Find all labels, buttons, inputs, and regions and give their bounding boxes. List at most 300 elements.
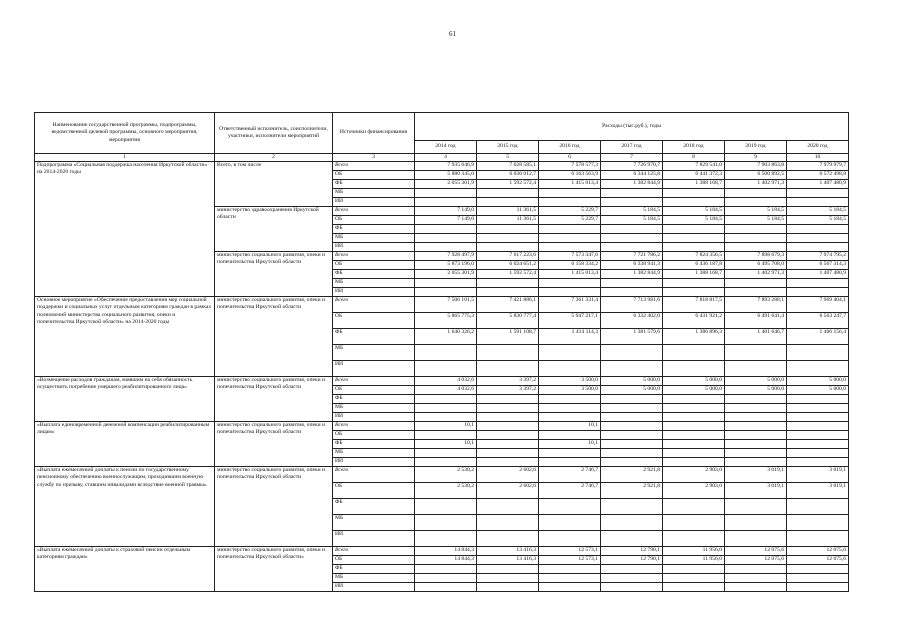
- column-index: 3: [333, 154, 415, 162]
- program-name-cell: «Выплата ежемесячной доплаты к страховой пенсии отдельным категориям граждан»: [35, 547, 215, 592]
- value-cell: [539, 225, 601, 234]
- value-cell: [539, 404, 601, 413]
- value-cell: [477, 279, 539, 288]
- value-cell: [787, 515, 849, 531]
- value-cell: [725, 431, 787, 440]
- value-cell: 6 500 892,5: [725, 171, 787, 180]
- value-cell: 5 000,0: [725, 386, 787, 395]
- value-cell: 5 000,0: [601, 386, 663, 395]
- value-cell: [663, 499, 725, 515]
- header-source: Источники финансирования: [333, 113, 415, 154]
- value-cell: [725, 404, 787, 413]
- value-cell: 5 000,0: [787, 377, 849, 386]
- value-cell: [539, 583, 601, 592]
- source-cell: ИИ: [333, 458, 415, 467]
- value-cell: [663, 422, 725, 431]
- column-index: 9: [725, 154, 787, 162]
- value-cell: 3 397,2: [477, 377, 539, 386]
- value-cell: 12 573,1: [539, 556, 601, 565]
- value-cell: [477, 422, 539, 431]
- value-cell: 7 824 356,5: [663, 252, 725, 261]
- value-cell: 2 055 301,9: [415, 270, 477, 279]
- value-cell: [787, 499, 849, 515]
- value-cell: [601, 499, 663, 515]
- table-row: [35, 377, 849, 386]
- source-cell: Всего: [333, 547, 415, 556]
- source-cell: ФБ: [333, 180, 415, 189]
- value-cell: 3 397,2: [477, 386, 539, 395]
- source-cell: МБ: [333, 574, 415, 583]
- column-index: 5: [477, 154, 539, 162]
- value-cell: [663, 531, 725, 547]
- value-cell: 6 158 334,2: [539, 261, 601, 270]
- value-cell: 1 402 971,3: [725, 180, 787, 189]
- value-cell: [477, 413, 539, 422]
- source-cell: МБ: [333, 189, 415, 198]
- value-cell: [787, 565, 849, 574]
- value-cell: 14 844,3: [415, 547, 477, 556]
- source-cell: ИИ: [333, 361, 415, 377]
- value-cell: [725, 449, 787, 458]
- value-cell: 3 500,0: [539, 386, 601, 395]
- value-cell: [415, 404, 477, 413]
- value-cell: [415, 565, 477, 574]
- value-cell: [477, 458, 539, 467]
- value-cell: 5 000,0: [663, 386, 725, 395]
- value-cell: [663, 440, 725, 449]
- value-cell: 7 726 970,7: [601, 162, 663, 171]
- value-cell: 10,1: [539, 422, 601, 431]
- value-cell: 11 956,0: [663, 556, 725, 565]
- value-cell: [601, 531, 663, 547]
- value-cell: [663, 458, 725, 467]
- value-cell: [415, 345, 477, 361]
- budget-table: [34, 112, 849, 592]
- value-cell: [601, 225, 663, 234]
- source-cell: МБ: [333, 404, 415, 413]
- value-cell: [477, 234, 539, 243]
- source-cell: ОБ: [333, 483, 415, 499]
- value-cell: [663, 565, 725, 574]
- value-cell: 11 956,0: [663, 547, 725, 556]
- value-cell: 7 421 886,1: [477, 297, 539, 313]
- value-cell: 5 000,0: [725, 377, 787, 386]
- value-cell: [787, 458, 849, 467]
- source-cell: ОБ: [333, 431, 415, 440]
- program-name-cell: Подпрограмма «Социальная поддержка населения Иркутской области» на 2014-2020 годы: [35, 162, 215, 297]
- source-cell: ФБ: [333, 329, 415, 345]
- value-cell: [787, 395, 849, 404]
- value-cell: 5 184,5: [787, 216, 849, 225]
- value-cell: [787, 198, 849, 207]
- value-cell: [477, 565, 539, 574]
- value-cell: [787, 413, 849, 422]
- header-year: 2019 год: [725, 141, 787, 154]
- executor-cell: министерство социального развития, опеки и попечительства Иркутской области: [215, 297, 333, 377]
- value-cell: 12 790,1: [601, 547, 663, 556]
- value-cell: [415, 243, 477, 252]
- value-cell: 11 361,5: [477, 207, 539, 216]
- value-cell: [663, 279, 725, 288]
- table-row: [35, 422, 849, 431]
- column-index: 7: [601, 154, 663, 162]
- value-cell: 12 075,6: [725, 556, 787, 565]
- value-cell: 5 184,5: [725, 207, 787, 216]
- value-cell: [601, 361, 663, 377]
- value-cell: [725, 515, 787, 531]
- value-cell: [539, 279, 601, 288]
- value-cell: [663, 225, 725, 234]
- value-cell: [725, 395, 787, 404]
- value-cell: [539, 565, 601, 574]
- value-cell: [477, 404, 539, 413]
- table-row: [35, 162, 849, 171]
- value-cell: [787, 440, 849, 449]
- value-cell: [663, 404, 725, 413]
- value-cell: [539, 531, 601, 547]
- value-cell: [415, 279, 477, 288]
- value-cell: [663, 449, 725, 458]
- value-cell: 4 032,6: [415, 377, 477, 386]
- value-cell: 2 903,0: [663, 467, 725, 483]
- value-cell: [539, 198, 601, 207]
- value-cell: [787, 404, 849, 413]
- value-cell: [477, 198, 539, 207]
- value-cell: 5 184,5: [601, 216, 663, 225]
- value-cell: [787, 288, 849, 297]
- value-cell: 3 019,1: [787, 467, 849, 483]
- value-cell: [725, 198, 787, 207]
- value-cell: [601, 458, 663, 467]
- value-cell: 1 386 896,3: [663, 329, 725, 345]
- column-index: 2: [215, 154, 333, 162]
- value-cell: 10,1: [415, 440, 477, 449]
- value-cell: 7 617 223,6: [477, 252, 539, 261]
- value-cell: [477, 440, 539, 449]
- value-cell: [415, 413, 477, 422]
- value-cell: 6 036 012,7: [477, 171, 539, 180]
- value-cell: 2 602,6: [477, 483, 539, 499]
- value-cell: 5 000,0: [787, 386, 849, 395]
- value-cell: [601, 565, 663, 574]
- value-cell: 2 746,7: [539, 483, 601, 499]
- header-year: 2018 год: [663, 141, 725, 154]
- header-year: 2017 год: [601, 141, 663, 154]
- value-cell: [725, 225, 787, 234]
- value-cell: [663, 515, 725, 531]
- value-cell: [477, 431, 539, 440]
- value-cell: 3 500,0: [539, 377, 601, 386]
- source-cell: ОБ: [333, 216, 415, 225]
- value-cell: [415, 198, 477, 207]
- header-year: 2016 год: [539, 141, 601, 154]
- value-cell: 6 563 247,7: [787, 313, 849, 329]
- value-cell: 1 381 579,6: [601, 329, 663, 345]
- value-cell: [725, 531, 787, 547]
- source-cell: ФБ: [333, 270, 415, 279]
- source-cell: ФБ: [333, 565, 415, 574]
- value-cell: [725, 189, 787, 198]
- table-row: [35, 547, 849, 556]
- value-cell: 6 163 563,9: [539, 171, 601, 180]
- value-cell: [539, 345, 601, 361]
- value-cell: 7 979 979,7: [787, 162, 849, 171]
- value-cell: [539, 449, 601, 458]
- value-cell: [601, 288, 663, 297]
- value-cell: [601, 279, 663, 288]
- value-cell: [539, 458, 601, 467]
- value-cell: [787, 431, 849, 440]
- value-cell: 5 830 777,4: [477, 313, 539, 329]
- value-cell: [601, 234, 663, 243]
- value-cell: [539, 515, 601, 531]
- value-cell: [415, 225, 477, 234]
- value-cell: 3 019,1: [725, 483, 787, 499]
- value-cell: 1 406 156,4: [787, 329, 849, 345]
- source-cell: МБ: [333, 515, 415, 531]
- value-cell: [725, 565, 787, 574]
- value-cell: 5 184,5: [725, 216, 787, 225]
- value-cell: 6 344 125,8: [601, 171, 663, 180]
- source-cell: ФБ: [333, 225, 415, 234]
- value-cell: [725, 413, 787, 422]
- value-cell: [601, 198, 663, 207]
- source-cell: ИИ: [333, 583, 415, 592]
- value-cell: 12 573,1: [539, 547, 601, 556]
- value-cell: 7 818 817,5: [663, 297, 725, 313]
- value-cell: 7 506 101,5: [415, 297, 477, 313]
- value-cell: [663, 574, 725, 583]
- value-cell: [601, 583, 663, 592]
- value-cell: 7 898 679,3: [725, 252, 787, 261]
- value-cell: 5 184,5: [601, 207, 663, 216]
- value-cell: 11 361,5: [477, 216, 539, 225]
- value-cell: [725, 458, 787, 467]
- value-cell: [601, 431, 663, 440]
- value-cell: 7 573 347,6: [539, 252, 601, 261]
- value-cell: 13 416,3: [477, 556, 539, 565]
- value-cell: 7 969 404,1: [787, 297, 849, 313]
- program-name-cell: «Выплата ежемесячной доплаты к пенсии по государственному пенсионному обеспечению военнослужащим, проходившим военную службу по призыву, ставшим инвалидами вследствие военной травмы»: [35, 467, 215, 547]
- source-cell: МБ: [333, 234, 415, 243]
- value-cell: [787, 345, 849, 361]
- value-cell: 6 572 498,8: [787, 171, 849, 180]
- value-cell: [725, 499, 787, 515]
- value-cell: [601, 243, 663, 252]
- value-cell: 2 602,6: [477, 467, 539, 483]
- value-cell: 6 436 187,8: [663, 261, 725, 270]
- value-cell: [477, 361, 539, 377]
- value-cell: [477, 574, 539, 583]
- value-cell: 5 947 217,1: [539, 313, 601, 329]
- value-cell: [477, 395, 539, 404]
- value-cell: [477, 515, 539, 531]
- value-cell: 3 019,1: [787, 483, 849, 499]
- value-cell: 7 935 646,9: [415, 162, 477, 171]
- value-cell: 7 974 795,2: [787, 252, 849, 261]
- value-cell: [725, 243, 787, 252]
- source-cell: ОБ: [333, 556, 415, 565]
- value-cell: [539, 361, 601, 377]
- source-cell: МБ: [333, 449, 415, 458]
- value-cell: [415, 431, 477, 440]
- value-cell: [601, 189, 663, 198]
- value-cell: [539, 243, 601, 252]
- value-cell: 1 415 013,4: [539, 270, 601, 279]
- source-cell: МБ: [333, 279, 415, 288]
- value-cell: 6 338 941,3: [601, 261, 663, 270]
- executor-cell: министерство социального развития, опеки и попечительства Иркутской области»: [215, 547, 333, 592]
- value-cell: [477, 243, 539, 252]
- value-cell: 2 921,8: [601, 467, 663, 483]
- value-cell: 3 019,1: [725, 467, 787, 483]
- header-year: 2020 год: [787, 141, 849, 154]
- column-index: 1: [35, 154, 215, 162]
- value-cell: 5 229,7: [539, 216, 601, 225]
- value-cell: [539, 499, 601, 515]
- value-cell: [415, 234, 477, 243]
- value-cell: 2 530,2: [415, 483, 477, 499]
- executor-cell: министерство здравоохранения Иркутской области: [215, 207, 333, 252]
- executor-cell: министерство социального развития, опеки и попечительства Иркутской области: [215, 252, 333, 297]
- value-cell: 1 401 646,7: [725, 329, 787, 345]
- value-cell: [415, 395, 477, 404]
- value-cell: 2 903,0: [663, 483, 725, 499]
- value-cell: [725, 345, 787, 361]
- value-cell: [663, 583, 725, 592]
- value-cell: [415, 574, 477, 583]
- value-cell: 1 407 480,9: [787, 270, 849, 279]
- value-cell: 1 591 108,7: [477, 329, 539, 345]
- column-index: 10: [787, 154, 849, 162]
- value-cell: [477, 499, 539, 515]
- value-cell: 6 567 314,3: [787, 261, 849, 270]
- value-cell: [415, 288, 477, 297]
- value-cell: [663, 198, 725, 207]
- program-name-cell: «Возмещение расходов гражданам, взявшим на себя обязанность осуществить погребение умершего реабилитированного лица»: [35, 377, 215, 422]
- source-cell: ИИ: [333, 198, 415, 207]
- value-cell: [787, 583, 849, 592]
- value-cell: 10,1: [415, 422, 477, 431]
- value-cell: [415, 515, 477, 531]
- value-cell: [415, 531, 477, 547]
- value-cell: [477, 288, 539, 297]
- source-cell: ИИ: [333, 243, 415, 252]
- value-cell: [415, 499, 477, 515]
- source-cell: Всего: [333, 467, 415, 483]
- value-cell: 14 844,3: [415, 556, 477, 565]
- value-cell: [477, 583, 539, 592]
- table-body: [35, 162, 849, 592]
- header-name: Наименование государственной программы, подпрограммы, ведомственной целевой программы, основного мероприятия, мероприятия: [35, 113, 215, 154]
- source-cell: Всего: [333, 252, 415, 261]
- value-cell: 6 024 651,2: [477, 261, 539, 270]
- header-expenses: Расходы (тыс.руб.), годы: [415, 113, 849, 141]
- source-cell: Всего: [333, 377, 415, 386]
- value-cell: [787, 243, 849, 252]
- value-cell: 4 032,6: [415, 386, 477, 395]
- value-cell: 6 491 641,4: [725, 313, 787, 329]
- value-cell: 2 746,7: [539, 467, 601, 483]
- value-cell: 1 414 114,3: [539, 329, 601, 345]
- value-cell: 7 903 863,8: [725, 162, 787, 171]
- value-cell: [601, 345, 663, 361]
- value-cell: 5 000,0: [663, 377, 725, 386]
- source-cell: ОБ: [333, 386, 415, 395]
- executor-cell: министерство социального развития, опеки и попечительства Иркутской области: [215, 467, 333, 547]
- value-cell: [787, 531, 849, 547]
- value-cell: 1 640 326,2: [415, 329, 477, 345]
- value-cell: 10,1: [539, 440, 601, 449]
- value-cell: 2 055 301,9: [415, 180, 477, 189]
- value-cell: [415, 458, 477, 467]
- value-cell: 7 713 981,6: [601, 297, 663, 313]
- value-cell: 2 921,8: [601, 483, 663, 499]
- executor-cell: Всего, в том числе: [215, 162, 333, 207]
- value-cell: [539, 189, 601, 198]
- value-cell: [787, 279, 849, 288]
- value-cell: [601, 440, 663, 449]
- value-cell: [601, 449, 663, 458]
- value-cell: 5 184,5: [663, 207, 725, 216]
- value-cell: 7 149,0: [415, 216, 477, 225]
- value-cell: 12 075,6: [725, 547, 787, 556]
- value-cell: 5 873 196,0: [415, 261, 477, 270]
- program-name-cell: Основное мероприятие «Обеспечение предоставления мер социальной поддержки и социальных услуг отдельным категориям граждан в рамках полномочий министерства социального развития, опеки и попечительства Иркутской области» на 2014-2020 годы: [35, 297, 215, 377]
- value-cell: [787, 449, 849, 458]
- source-cell: Всего: [333, 207, 415, 216]
- value-cell: 6 332 402,0: [601, 313, 663, 329]
- value-cell: [787, 234, 849, 243]
- value-cell: 5 865 775,3: [415, 313, 477, 329]
- value-cell: 1 382 844,9: [601, 270, 663, 279]
- source-cell: ФБ: [333, 440, 415, 449]
- value-cell: [415, 449, 477, 458]
- value-cell: 6 431 921,2: [663, 313, 725, 329]
- value-cell: 6 495 708,0: [725, 261, 787, 270]
- value-cell: [663, 288, 725, 297]
- value-cell: 7 721 786,2: [601, 252, 663, 261]
- value-cell: 12 075,6: [787, 547, 849, 556]
- value-cell: [725, 361, 787, 377]
- source-cell: МБ: [333, 345, 415, 361]
- value-cell: 2 530,2: [415, 467, 477, 483]
- value-cell: [725, 583, 787, 592]
- executor-cell: министерство социального развития, опеки и попечительства Иркутской области: [215, 422, 333, 467]
- value-cell: [663, 361, 725, 377]
- value-cell: [477, 531, 539, 547]
- source-cell: ИИ: [333, 413, 415, 422]
- value-cell: [477, 345, 539, 361]
- value-cell: 12 790,1: [601, 556, 663, 565]
- value-cell: 7 149,0: [415, 207, 477, 216]
- value-cell: [725, 440, 787, 449]
- value-cell: [601, 422, 663, 431]
- value-cell: [539, 288, 601, 297]
- value-cell: 1 388 168,7: [663, 180, 725, 189]
- value-cell: 7 578 577,3: [539, 162, 601, 171]
- value-cell: [663, 243, 725, 252]
- value-cell: [725, 279, 787, 288]
- value-cell: [477, 189, 539, 198]
- value-cell: [787, 574, 849, 583]
- value-cell: 5 000,0: [601, 377, 663, 386]
- value-cell: 7 829 541,0: [663, 162, 725, 171]
- source-cell: Всего: [333, 162, 415, 171]
- source-cell: Всего: [333, 422, 415, 431]
- value-cell: 7 361 331,4: [539, 297, 601, 313]
- value-cell: 7 628 585,1: [477, 162, 539, 171]
